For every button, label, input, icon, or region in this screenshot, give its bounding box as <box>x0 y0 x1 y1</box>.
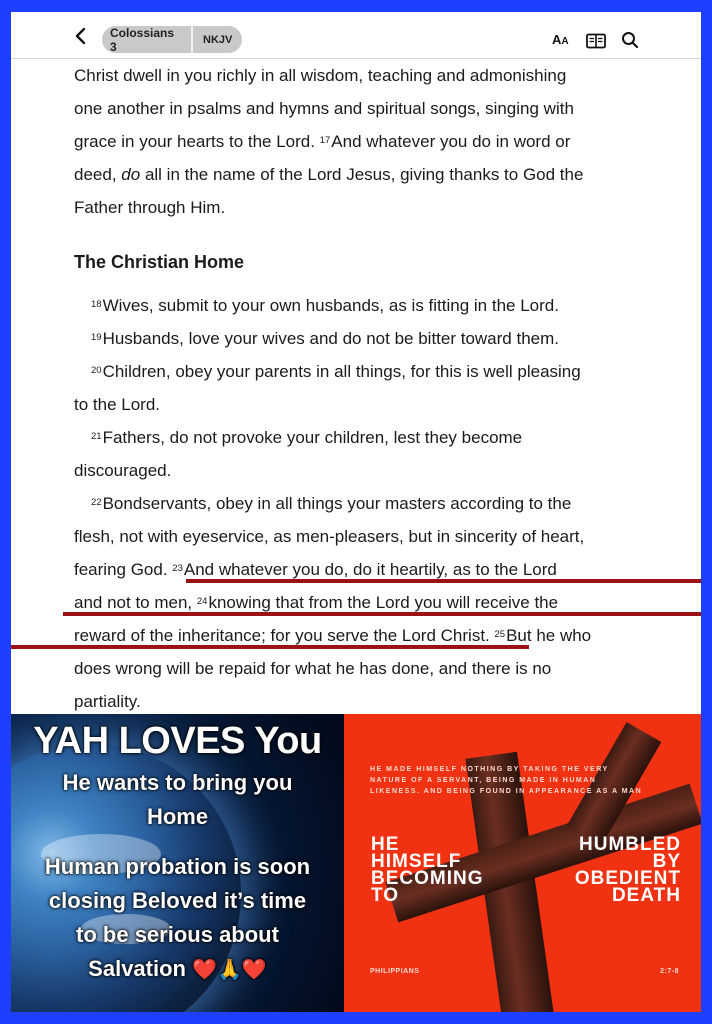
verse-text: Husbands, love your wives and do not be bitter toward them. <box>102 329 559 348</box>
top-bar <box>11 12 701 59</box>
verse-text: knowing that from the Lord you will receive the <box>208 593 559 612</box>
text-line: Father through Him. <box>74 198 226 217</box>
image-line <box>21 952 334 987</box>
verse-number[interactable]: 23 <box>172 563 183 574</box>
image-line: Human probation is soon <box>44 854 311 879</box>
bible-reader-screen <box>11 12 701 1012</box>
poster-big-text: HUMBLED <box>579 834 681 855</box>
passage-selector <box>102 26 242 53</box>
font-size-icon-big: A <box>552 32 562 47</box>
verse-text: grace in your hearts to the Lord. <box>74 132 315 151</box>
version-button[interactable]: NKJV <box>203 33 233 46</box>
poster-big-text: BECOMING <box>371 868 484 889</box>
verse-line <box>91 493 571 515</box>
verse-line <box>91 295 559 317</box>
red-underline <box>63 612 701 616</box>
verse-line: discouraged. <box>74 461 172 480</box>
italic-word: do <box>121 165 141 184</box>
font-size-button[interactable] <box>552 32 569 52</box>
poster-big-text: HIMSELF <box>371 851 462 872</box>
reader-mode-icon[interactable] <box>586 31 606 51</box>
verse-text: Bondservants, obey in all things your masters according to the <box>102 494 572 513</box>
poster-big-text: DEATH <box>611 885 681 906</box>
verse-line: to the Lord. <box>74 395 161 414</box>
verse-line <box>91 328 559 350</box>
verse-text: And whatever you do in word or <box>331 132 571 151</box>
poster-reference-book: PHILIPPIANS <box>370 968 420 975</box>
verse-text: reward of the inheritance; for you serve the Lord Christ. <box>74 626 490 645</box>
verse-number[interactable]: 19 <box>91 332 102 343</box>
poster-big-text: BY <box>652 851 681 872</box>
yah-loves-you-image <box>11 714 344 1012</box>
verse-text: Fathers, do not provoke your children, lest they become <box>102 428 523 447</box>
poster-big-text: HE <box>371 834 400 855</box>
verse-text: Wives, submit to your own husbands, as is fitting in the Lord. <box>102 296 559 315</box>
book-chapter-button[interactable]: Colossians 3 <box>110 26 175 53</box>
verse-line: does wrong will be repaid for what he has done, and there is no <box>74 659 552 678</box>
font-size-icon-small: A <box>561 36 569 47</box>
verse-number[interactable]: 25 <box>494 629 506 640</box>
verse-text: and not to men, <box>74 593 193 612</box>
verse-line <box>74 625 591 647</box>
verse-text: fearing God. <box>74 560 168 579</box>
verse-line <box>74 559 557 581</box>
verse-line <box>91 361 581 383</box>
verse-line: partiality. <box>74 692 141 711</box>
red-underline <box>11 645 529 649</box>
text-line: Christ dwell in you richly in all wisdom, teaching and admonishing <box>74 66 567 85</box>
image-line: Home <box>146 804 209 829</box>
philippians-poster <box>344 714 701 1012</box>
verse-number[interactable]: 17 <box>319 135 331 146</box>
poster-small-text: LIKENESS. AND BEING FOUND IN APPEARANCE AS A MAN <box>370 788 643 795</box>
search-icon[interactable] <box>621 30 639 50</box>
verse-text: But he who <box>506 626 592 645</box>
image-line: to be serious about <box>76 922 279 947</box>
verse-text: Children, obey your parents in all things, for this is well pleasing <box>102 362 581 381</box>
heart-pray-emoji: ❤️🙏❤️ <box>192 959 267 981</box>
verse-text: And whatever you do, do it heartily, as to the Lord <box>183 560 557 579</box>
verse-number[interactable]: 22 <box>91 497 102 508</box>
poster-small-text: HE MADE HIMSELF NOTHING BY TAKING THE VERY <box>370 766 609 773</box>
image-title: YAH LOVES You <box>33 720 322 762</box>
verse-number[interactable]: 18 <box>91 299 102 310</box>
red-underline <box>186 579 701 583</box>
text-line <box>74 131 570 153</box>
image-line: closing Beloved it’s time <box>48 888 307 913</box>
verse-text: deed, <box>74 165 117 184</box>
verse-text: all in the name of the Lord Jesus, giving thanks to God the <box>144 165 584 184</box>
text-line: one another in psalms and hymns and spiritual songs, singing with <box>74 99 574 118</box>
poster-small-text: NATURE OF A SERVANT, BEING MADE IN HUMAN <box>370 777 597 784</box>
poster-big-text: OBEDIENT <box>574 868 681 889</box>
text-line <box>74 164 583 186</box>
section-heading: The Christian Home <box>74 252 245 272</box>
verse-number[interactable]: 21 <box>91 431 102 442</box>
verse-line: flesh, not with eyeservice, as men-pleasers, but in sincerity of heart, <box>74 527 585 546</box>
verse-number[interactable]: 24 <box>196 596 208 607</box>
image-line: He wants to bring you <box>62 770 293 795</box>
poster-reference-verse: 2:7-8 <box>660 968 679 975</box>
back-chevron-icon[interactable] <box>71 26 91 46</box>
verse-line <box>91 427 522 449</box>
verse-number[interactable]: 20 <box>91 365 102 376</box>
image-line-text: Salvation <box>88 956 186 981</box>
verse-line <box>74 592 558 614</box>
poster-big-text: TO <box>371 885 400 906</box>
